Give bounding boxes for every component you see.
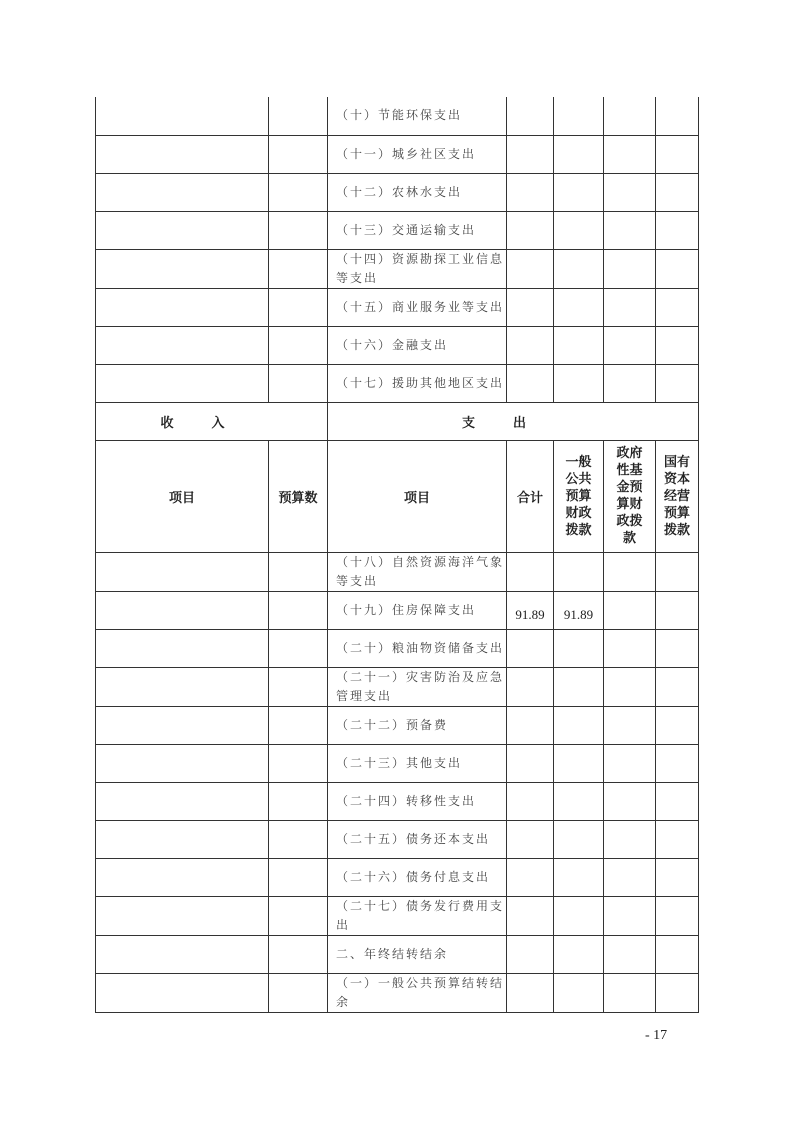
table-row: [96, 211, 699, 249]
amount-cell: [604, 97, 656, 135]
amount-cell: [507, 326, 554, 364]
income-item-cell: [96, 973, 269, 1012]
amount-cell: [604, 249, 656, 288]
expense-item-cell: 二、年终结转结余: [328, 935, 507, 973]
amount-cell: [554, 326, 604, 364]
amount-cell: [656, 135, 699, 173]
income-budget-cell: [269, 552, 328, 591]
income-budget-cell: [269, 782, 328, 820]
page-number: - 17: [645, 1028, 668, 1043]
expense-item-cell: （十一）城乡社区支出: [328, 135, 507, 173]
income-item-cell: [96, 896, 269, 935]
income-budget-cell: [269, 135, 328, 173]
table-row: [96, 935, 699, 973]
state-capital-cell: [656, 706, 699, 744]
income-item-cell: [96, 935, 269, 973]
income-budget-cell: [269, 326, 328, 364]
col-item-header: 项目: [96, 440, 269, 552]
general-budget-cell: [554, 973, 604, 1012]
income-item-cell: [96, 211, 269, 249]
state-capital-cell: [656, 896, 699, 935]
amount-cell: [604, 211, 656, 249]
income-item-cell: [96, 667, 269, 706]
table-row: [96, 552, 699, 591]
income-budget-cell: [269, 896, 328, 935]
expense-item-cell: （二十三）其他支出: [328, 744, 507, 782]
fund-budget-cell: [604, 744, 656, 782]
income-budget-cell: [269, 364, 328, 402]
table-row: [96, 364, 699, 402]
total-cell: [507, 744, 554, 782]
fund-budget-cell: [604, 858, 656, 896]
expense-item-cell: （十二）农林水支出: [328, 173, 507, 211]
col-budget-header: 预算数: [269, 440, 328, 552]
table-row: [96, 173, 699, 211]
general-budget-cell: [554, 782, 604, 820]
amount-cell: [604, 288, 656, 326]
state-capital-cell: [656, 820, 699, 858]
fund-budget-cell: [604, 896, 656, 935]
general-budget-cell: [554, 706, 604, 744]
general-budget-cell: [554, 552, 604, 591]
total-cell: [507, 552, 554, 591]
expense-item-cell: （十五）商业服务业等支出: [328, 288, 507, 326]
expense-item-cell: （十三）交通运输支出: [328, 211, 507, 249]
state-capital-cell: [656, 591, 699, 629]
header-column-row: [96, 440, 699, 552]
budget-table: [95, 97, 699, 1013]
general-budget-cell: [554, 744, 604, 782]
total-cell: [507, 706, 554, 744]
total-cell: [507, 629, 554, 667]
fund-budget-cell: [604, 591, 656, 629]
expense-item-cell: （二十）粮油物资储备支出: [328, 629, 507, 667]
amount-cell: [656, 364, 699, 402]
table-row: [96, 973, 699, 1012]
state-capital-cell: [656, 552, 699, 591]
col-fund-header: [604, 440, 656, 552]
fund-budget-cell: [604, 820, 656, 858]
state-capital-cell: [656, 973, 699, 1012]
income-budget-cell: [269, 820, 328, 858]
state-capital-cell: [656, 667, 699, 706]
table-row: [96, 326, 699, 364]
amount-cell: [507, 97, 554, 135]
amount-cell: [507, 249, 554, 288]
col-fund-label: 政府性基金预算财政拨款: [616, 446, 643, 546]
table-row: [96, 782, 699, 820]
total-cell: 91.89: [507, 591, 554, 629]
expense-item-cell: （二十二）预备费: [328, 706, 507, 744]
income-item-cell: [96, 858, 269, 896]
income-budget-cell: [269, 973, 328, 1012]
income-item-cell: [96, 249, 269, 288]
expense-item-cell: （十七）援助其他地区支出: [328, 364, 507, 402]
income-budget-cell: [269, 744, 328, 782]
state-capital-cell: [656, 858, 699, 896]
income-budget-cell: [269, 935, 328, 973]
amount-cell: [656, 97, 699, 135]
table-row: [96, 858, 699, 896]
total-cell: [507, 935, 554, 973]
expense-item-cell: （十六）金融支出: [328, 326, 507, 364]
fund-budget-cell: [604, 706, 656, 744]
total-cell: [507, 973, 554, 1012]
fund-budget-cell: [604, 629, 656, 667]
amount-cell: [507, 135, 554, 173]
amount-cell: [554, 288, 604, 326]
table-row: [96, 288, 699, 326]
expense-label: 支出: [461, 415, 564, 431]
total-cell: [507, 820, 554, 858]
income-item-cell: [96, 326, 269, 364]
expense-item-cell: （十四）资源勘探工业信息等支出: [328, 249, 507, 288]
amount-cell: [507, 288, 554, 326]
income-budget-cell: [269, 288, 328, 326]
income-item-cell: [96, 364, 269, 402]
income-item-cell: [96, 552, 269, 591]
amount-cell: [507, 173, 554, 211]
income-item-cell: [96, 744, 269, 782]
amount-cell: [604, 135, 656, 173]
table-row: [96, 706, 699, 744]
income-item-cell: [96, 706, 269, 744]
income-budget-cell: [269, 173, 328, 211]
total-cell: [507, 896, 554, 935]
amount-cell: [507, 364, 554, 402]
amount-cell: [554, 249, 604, 288]
income-label: 收入: [160, 415, 263, 431]
general-budget-cell: [554, 935, 604, 973]
col-total-header: 合计: [507, 440, 554, 552]
fund-budget-cell: [604, 667, 656, 706]
amount-cell: [554, 135, 604, 173]
income-header: [96, 402, 328, 440]
amount-cell: [656, 211, 699, 249]
table-row: [96, 667, 699, 706]
table-row: [96, 896, 699, 935]
table-row: [96, 135, 699, 173]
expense-item-cell: （十八）自然资源海洋气象等支出: [328, 552, 507, 591]
state-capital-cell: [656, 744, 699, 782]
income-item-cell: [96, 97, 269, 135]
amount-cell: [507, 211, 554, 249]
amount-cell: [554, 97, 604, 135]
expense-item-cell: （一）一般公共预算结转结余: [328, 973, 507, 1012]
income-item-cell: [96, 782, 269, 820]
table-row: [96, 249, 699, 288]
income-budget-cell: [269, 858, 328, 896]
general-budget-cell: [554, 629, 604, 667]
amount-cell: [604, 173, 656, 211]
expense-item-cell: （二十一）灾害防治及应急管理支出: [328, 667, 507, 706]
expense-item-cell: （二十七）债务发行费用支出: [328, 896, 507, 935]
col-general-header: [554, 440, 604, 552]
amount-cell: [554, 173, 604, 211]
expense-item-cell: （十九）住房保障支出: [328, 591, 507, 629]
general-budget-cell: 91.89: [554, 591, 604, 629]
general-budget-cell: [554, 896, 604, 935]
income-budget-cell: [269, 249, 328, 288]
table-row: [96, 820, 699, 858]
income-budget-cell: [269, 97, 328, 135]
col-exp-item-header: 项目: [328, 440, 507, 552]
header-group-row: [96, 402, 699, 440]
col-general-label: 一般公共预算财政拨款: [565, 454, 592, 538]
total-cell: [507, 782, 554, 820]
table-row: [96, 97, 699, 135]
fund-budget-cell: [604, 935, 656, 973]
general-budget-cell: [554, 820, 604, 858]
amount-cell: [554, 211, 604, 249]
amount-cell: [656, 326, 699, 364]
total-cell: [507, 667, 554, 706]
general-budget-cell: [554, 858, 604, 896]
col-state-label: 国有资本经营预算拨款: [663, 454, 690, 538]
income-budget-cell: [269, 211, 328, 249]
expense-item-cell: （二十五）债务还本支出: [328, 820, 507, 858]
amount-cell: [656, 173, 699, 211]
income-budget-cell: [269, 667, 328, 706]
col-state-header: [656, 440, 699, 552]
expense-header: [328, 402, 699, 440]
income-item-cell: [96, 173, 269, 211]
state-capital-cell: [656, 629, 699, 667]
amount-cell: [554, 364, 604, 402]
amount-cell: [656, 288, 699, 326]
amount-cell: [656, 249, 699, 288]
table-row: [96, 591, 699, 629]
state-capital-cell: [656, 782, 699, 820]
amount-cell: [604, 326, 656, 364]
income-budget-cell: [269, 629, 328, 667]
fund-budget-cell: [604, 782, 656, 820]
income-budget-cell: [269, 591, 328, 629]
general-budget-cell: [554, 667, 604, 706]
income-item-cell: [96, 820, 269, 858]
amount-cell: [604, 364, 656, 402]
fund-budget-cell: [604, 973, 656, 1012]
table-row: [96, 744, 699, 782]
state-capital-cell: [656, 935, 699, 973]
income-item-cell: [96, 629, 269, 667]
expense-item-cell: （十）节能环保支出: [328, 97, 507, 135]
fund-budget-cell: [604, 552, 656, 591]
income-item-cell: [96, 135, 269, 173]
income-budget-cell: [269, 706, 328, 744]
table-row: [96, 629, 699, 667]
total-cell: [507, 858, 554, 896]
income-item-cell: [96, 288, 269, 326]
income-item-cell: [96, 591, 269, 629]
expense-item-cell: （二十六）债务付息支出: [328, 858, 507, 896]
expense-item-cell: （二十四）转移性支出: [328, 782, 507, 820]
